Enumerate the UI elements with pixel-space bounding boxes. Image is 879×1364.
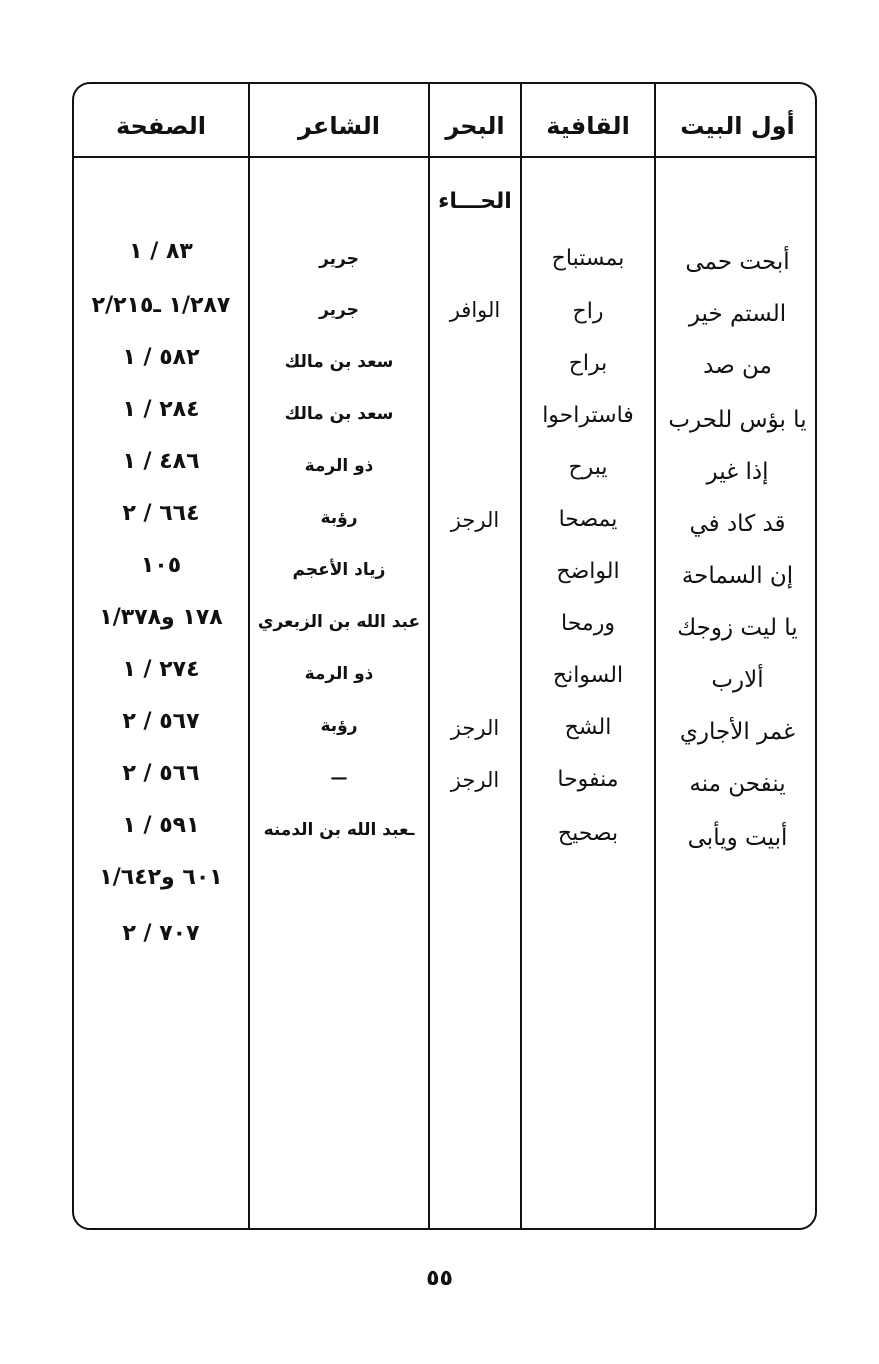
poet-cell: سعد بن مالك — [284, 404, 394, 424]
page-cell: ٦٦٤ / ٢ — [122, 501, 200, 526]
header-poet: الشاعر — [298, 112, 380, 140]
rhyme-cell: بصحيح — [557, 821, 619, 846]
first-line-cell: إذا غير — [706, 459, 769, 485]
rhyme-cell: فاستراحوا — [542, 403, 634, 428]
poet-cell: — — [330, 768, 348, 788]
meter-cell: الرجز — [450, 716, 500, 740]
poet-cell: ذو الرمة — [304, 664, 374, 684]
poet-cell: ـعبد الله بن الدمنه — [263, 820, 415, 840]
section-label — [430, 966, 520, 1006]
page-cell: ٥٨٢ / ١ — [122, 345, 200, 370]
poet-cell: جرير — [319, 249, 359, 269]
meter-cell: الرجز — [450, 508, 500, 532]
first-line-cell: يا بؤس للحرب — [668, 407, 807, 433]
rhyme-cell: الشح — [564, 715, 612, 740]
header-divider — [74, 156, 815, 158]
meter-cell — [430, 604, 520, 644]
page-cell: ٢٨٤ / ١ — [122, 397, 200, 422]
meter-cell — [430, 344, 520, 384]
header-rhyme: القافية — [546, 112, 630, 140]
page-cell: ٨٣ / ١ — [129, 239, 193, 264]
poet-cell — [250, 920, 428, 960]
poet-cell: رؤبة — [320, 716, 358, 736]
rhyme-cell: السوانح — [552, 663, 624, 688]
rhyme-cell: يمصحا — [558, 507, 618, 532]
poet-cell: جرير — [319, 300, 359, 320]
meter-cell — [430, 448, 520, 488]
first-line-cell: قد كاد في — [689, 511, 786, 537]
poet-cell: ذو الرمة — [304, 456, 374, 476]
poet-cell: زياد الأعجم — [292, 560, 386, 580]
first-line-cell: يا ليت زوجك — [677, 615, 798, 641]
page-cell: ١٧٨ و١/٣٧٨ — [99, 605, 223, 630]
page-cell: ٥٦٦ / ٢ — [122, 761, 200, 786]
rhyme-cell: يبرح — [568, 455, 608, 480]
first-line-cell: الستم خير — [688, 301, 787, 327]
first-line-cell: أبحت حمى — [685, 249, 790, 275]
rhyme-cell — [522, 922, 654, 962]
page-cell: ٥٩١ / ١ — [122, 813, 200, 838]
rhyme-cell: الواضح — [556, 559, 620, 584]
page-cell: ٢٧٤ / ١ — [122, 657, 200, 682]
page-cell: ١/٢٨٧ ـ٢/٢١٥ — [91, 293, 231, 318]
rhyme-cell: بمستباح — [551, 246, 625, 271]
page-cell — [74, 1018, 248, 1058]
meter-cell — [430, 242, 520, 282]
first-line-cell: إن السماحة — [681, 563, 794, 589]
header-first-line: أول البيت — [680, 112, 795, 140]
poet-cell — [250, 1024, 428, 1064]
first-line-cell: غمر الأجاري — [679, 719, 796, 745]
meter-cell — [430, 396, 520, 436]
first-line-cell: ينفحن منه — [689, 771, 786, 797]
poet-cell: سعد بن مالك — [284, 352, 394, 372]
first-line-cell: من صد — [703, 353, 772, 379]
rhyme-cell: ورمحا — [561, 611, 615, 636]
header-meter: البحر — [445, 112, 505, 140]
page-cell: ٧٠٧ / ٢ — [122, 921, 200, 946]
rhyme-cell: راح — [572, 299, 604, 324]
page-cell: ٤٨٦ / ١ — [122, 449, 200, 474]
page-number: ٥٥ — [426, 1266, 453, 1291]
poet-cell: رؤبة — [320, 508, 358, 528]
page-cell: ١٠٥ — [140, 553, 182, 578]
first-line-cell — [656, 1032, 817, 1072]
page-cell: ٥٦٧ / ٢ — [122, 709, 200, 734]
meter-cell: الوافر — [449, 298, 501, 322]
meter-cell: الرجز — [450, 768, 500, 792]
section-label: الحـــاء — [438, 189, 512, 214]
rhyme-cell: براح — [568, 351, 608, 376]
first-line-cell: ألارب — [711, 667, 764, 693]
rhyme-cell: منفوحا — [557, 767, 619, 792]
first-line-cell: أبيت ويأبى — [687, 825, 788, 851]
header-page: الصفحة — [115, 112, 206, 140]
page-cell: ٦٠١ و١/٦٤٢ — [99, 865, 223, 890]
first-line-cell — [656, 928, 817, 968]
poet-cell: عبد الله بن الزبعري — [257, 612, 421, 632]
meter-cell — [430, 656, 520, 696]
rhyme-cell — [522, 1028, 654, 1068]
meter-cell — [430, 552, 520, 592]
index-table — [72, 82, 817, 1230]
meter-cell — [430, 812, 520, 852]
